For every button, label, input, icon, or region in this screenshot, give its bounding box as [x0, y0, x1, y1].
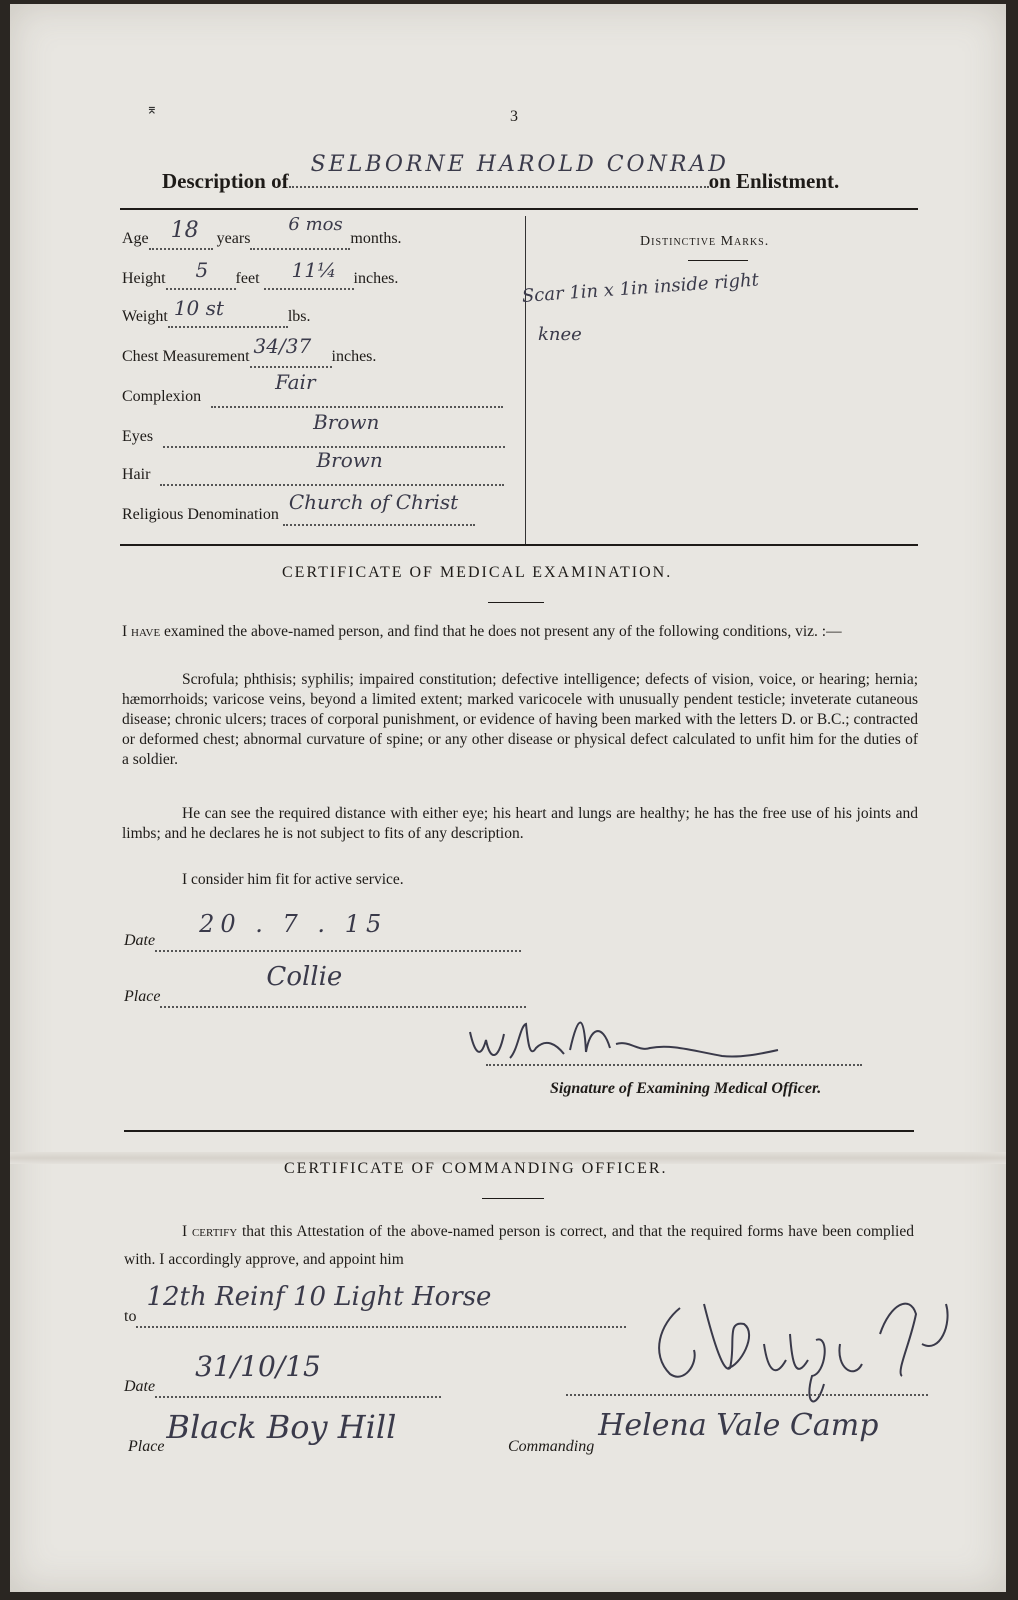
- chest-inches-label: inches.: [331, 348, 377, 365]
- commanding-underline: [482, 1198, 544, 1199]
- appoint-to-row: [124, 1282, 626, 1328]
- hair-value: Brown: [316, 448, 383, 472]
- medical-paragraph-3: He can see the required distance with either eye; his heart and lungs are healthy; he has the free use of his joints and limbs; and he declares he is not subject to fits of any description.: [122, 805, 918, 842]
- commanding-place-label: Place: [128, 1438, 165, 1455]
- age-row: [122, 214, 402, 250]
- enlistee-name: SELBORNE HAROLD CONRAD: [310, 152, 729, 177]
- medical-paragraph-4: I consider him fit for active service.: [182, 871, 404, 888]
- dm-underline: [688, 260, 748, 261]
- medical-p1-rest: examined the above-named person, and find that he does not present any of the following conditions, viz. :—: [160, 623, 842, 640]
- appoint-to-value: 12th Reinf 10 Light Horse: [146, 1282, 492, 1312]
- height-feet: 5: [195, 258, 209, 282]
- medical-place-value: Collie: [266, 962, 343, 992]
- height-row: [122, 258, 399, 290]
- complexion-value: Fair: [275, 370, 316, 394]
- name-field: [289, 152, 729, 188]
- attestation-page: [10, 4, 1006, 1592]
- top-rule: [120, 208, 918, 210]
- hair-label: Hair: [122, 466, 151, 483]
- description-suffix: on Enlistment.: [708, 169, 840, 193]
- chest-value: 34/37: [253, 334, 312, 358]
- commanding-heading: CERTIFICATE OF COMMANDING OFFICER.: [284, 1160, 668, 1177]
- feet-label: feet: [235, 270, 260, 287]
- height-label: Height: [122, 270, 166, 287]
- commanding-place-value: Black Boy Hill: [166, 1408, 397, 1446]
- commanding-date-row: [124, 1350, 441, 1398]
- corner-mark: ⌆: [146, 103, 158, 118]
- commanding-p1-lead: I certify: [182, 1223, 238, 1240]
- section-rule-1: [120, 544, 918, 546]
- chest-row: [122, 334, 377, 368]
- lbs-label: lbs.: [287, 308, 311, 325]
- years-label: years: [216, 230, 251, 247]
- chest-label: Chest Measurement: [122, 348, 250, 365]
- section-rule-2: [124, 1130, 914, 1132]
- medical-heading: CERTIFICATE OF MEDICAL EXAMINATION.: [282, 564, 673, 581]
- religion-row: [122, 490, 475, 526]
- description-title: [162, 152, 840, 194]
- eyes-row: [122, 410, 505, 448]
- page-number: 3: [510, 108, 518, 125]
- age-years: 18: [170, 218, 199, 243]
- commanding-unit-value: Helena Vale Camp: [598, 1408, 879, 1443]
- hair-row: [122, 448, 504, 486]
- inches-label: inches.: [353, 270, 399, 287]
- medical-signature-caption: Signature of Examining Medical Officer.: [550, 1080, 822, 1097]
- commanding-place-row: [128, 1408, 464, 1456]
- commanding-officer-signature: [640, 1264, 960, 1414]
- medical-paragraph-2: Scrofula; phthisis; syphilis; impaired constitution; defective intelligence; defects of vision, voice, or hearing; hernia; hæmorrhoids; varicose veins, beyond a limited extent; marked varicocele with unusually pendent testicle; inveterate cutaneous disease; chronic ulcers; traces of corporal punishment, or evidence of having been marked with the letters D. or B.C.; contracted or deformed chest; abnormal curvature of spine; or any other disease or physical defect calculated to unfit him for the duties of a soldier.: [122, 671, 918, 768]
- religion-value: Church of Christ: [288, 490, 459, 514]
- weight-row: [122, 296, 311, 328]
- distinctive-marks-heading: Distinctive Marks.: [640, 234, 770, 249]
- distinctive-marks-line2: knee: [538, 324, 582, 345]
- description-prefix: Description of: [162, 169, 289, 193]
- distinctive-marks-line1: Scar 1in x 1in inside right: [521, 269, 760, 307]
- medical-place-label: Place: [124, 988, 161, 1005]
- medical-date-label: Date: [124, 932, 156, 949]
- medical-signature-line: [486, 1064, 862, 1066]
- commanding-p1-rest: that this Attestation of the above-named person is correct, and that the required forms have been complied with. I accordingly approve, and appoint him: [124, 1223, 914, 1268]
- medical-p1-lead: I have: [122, 623, 161, 640]
- commanding-signature-line: [566, 1394, 928, 1396]
- complexion-row: [122, 370, 503, 408]
- medical-date-row: [124, 910, 521, 952]
- commanding-label: Commanding: [508, 1438, 595, 1455]
- commanding-unit-row: [508, 1408, 924, 1456]
- age-label: Age: [122, 230, 149, 247]
- eyes-value: Brown: [313, 410, 380, 434]
- months-label: months.: [350, 230, 402, 247]
- religion-label: Religious Denomination: [122, 506, 279, 523]
- medical-date-value: 20 . 7 . 15: [199, 910, 388, 938]
- height-inches: 11¼: [291, 258, 337, 282]
- eyes-label: Eyes: [122, 428, 154, 445]
- commanding-date-label: Date: [124, 1378, 156, 1395]
- age-months: 6 mos: [288, 214, 343, 235]
- weight-value: 10 st: [173, 296, 224, 320]
- weight-label: Weight: [122, 308, 168, 325]
- appoint-to-label: to: [124, 1308, 137, 1325]
- commanding-date-value: 31/10/15: [195, 1350, 321, 1383]
- medical-underline: [488, 602, 544, 603]
- complexion-label: Complexion: [122, 388, 202, 405]
- medical-paragraph-1: [122, 622, 918, 642]
- column-divider: [525, 216, 526, 546]
